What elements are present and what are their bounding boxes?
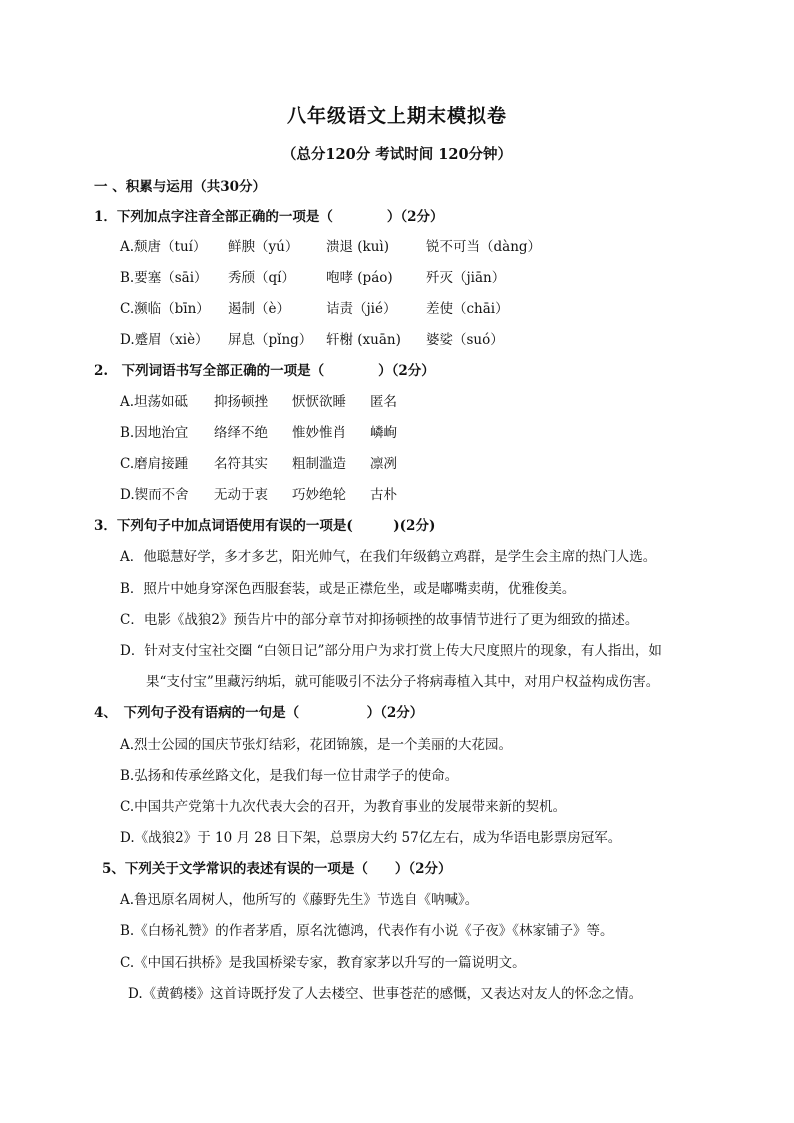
question-5-option-b: B.《白杨礼赞》的作者茅盾，原名沈德鸿，代表作有小说《子夜》《林家铺子》等。 [120,923,614,939]
q2-b-2: 络绎不绝 [214,425,268,441]
question-4-option-c: C.中国共产党第十九次代表大会的召开，为教育事业的发展带来新的契机。 [120,799,567,815]
question-3-option-a: A．他聪慧好学，多才多艺，阳光帅气，在我们年级鹤立鸡群，是学生会主席的热门人选。 [120,549,657,565]
q1-a-2: 鲜腴（yú） [228,239,299,255]
section-heading: 一 、积累与运用（共30分） [94,179,266,195]
q1-a-3: 溃退 (kuì) [326,239,390,255]
q2-a-4: 匿名 [370,394,397,410]
question-1-row-c [120,300,720,318]
question-3-option-d-line2: 果“支付宝”里藏污纳垢，就可能吸引不法分子将病毒植入其中，对用户权益构成伤害。 [146,674,660,690]
q2-c-3: 粗制滥造 [292,456,346,472]
question-4-option-a: A.烈士公园的国庆节张灯结彩，花团锦簇，是一个美丽的大花园。 [120,737,513,753]
q2-b-1: B.因地治宜 [120,425,189,441]
exam-subtitle: （总分120分 考试时间 120分钟） [281,146,513,163]
question-2-row-a [120,393,720,411]
q2-c-1: C.磨肩接踵 [120,456,189,472]
question-5-option-d: D.《黄鹤楼》这首诗既抒发了人去楼空、世事苍茫的感慨，又表达对友人的怀念之情。 [128,986,643,1002]
q2-d-2: 无动于衷 [214,487,268,503]
q1-a-4: 锐不可当（dàng） [426,239,542,255]
q1-b-1: B.要塞（sāi） [120,270,208,286]
q2-a-1: A.坦荡如砥 [120,394,189,410]
q2-d-4: 古朴 [370,487,397,503]
question-5-option-c: C.《中国石拱桥》是我国桥梁专家，教育家茅以升写的一篇说明文。 [120,955,526,971]
q1-d-4: 婆娑（suó） [426,332,504,348]
q2-c-2: 名符其实 [214,456,268,472]
q2-b-3: 惟妙惟肖 [292,425,346,441]
question-5-stem: 5、下列关于文学常识的表述有误的一项是（ ）（2分） [102,861,452,877]
q1-a-1: A.颓唐（tuí） [120,239,207,255]
q1-c-2: 遏制（è） [228,301,290,317]
q1-c-4: 差使（chāi） [426,301,509,317]
question-2-stem: 2. 下列词语书写全部正确的一项是（ ）（2分） [94,363,435,379]
question-2-row-b [120,424,720,442]
question-1-row-a [120,238,720,256]
q2-d-1: D.锲而不舍 [120,487,189,503]
question-4-option-b: B.弘扬和传承丝路文化，是我们每一位甘肃学子的使命。 [120,768,459,784]
q1-d-1: D.蹙眉（xiè） [120,332,209,348]
q1-c-1: C.濒临（bīn） [120,301,210,317]
question-3-option-b: B．照片中她身穿深色西服套装，或是正襟危坐，或是嘟嘴卖萌，优雅俊美。 [120,581,576,597]
question-3-option-c: C．电影《战狼2》预告片中的部分章节对抑扬顿挫的故事情节进行了更为细致的描述。 [120,612,639,628]
question-1-row-d [120,331,720,349]
q1-b-2: 秀颀（qí） [228,270,295,286]
question-5-option-a: A.鲁迅原名周树人，他所写的《藤野先生》节选自《呐喊》。 [120,892,479,908]
question-3-stem: 3．下列句子中加点词语使用有误的一项是( )(2分) [94,518,436,534]
question-2-row-d [120,486,720,504]
question-3-option-d-line1: D．针对支付宝社交圈 “白领日记”部分用户为求打赏上传大尺度照片的现象，有人指出，如 [120,643,662,659]
question-2-row-c [120,455,720,473]
exam-title: 八年级语文上期末模拟卷 [286,105,507,127]
q1-d-2: 屏息（pǐng） [228,332,313,348]
q2-d-3: 巧妙绝轮 [292,487,346,503]
q2-c-4: 凛冽 [370,456,397,472]
q2-b-4: 嶙峋 [370,425,397,441]
q1-d-3: 轩榭 (xuān) [326,332,401,348]
question-4-option-d: D.《战狼2》于 10 月 28 日下架，总票房大约 57亿左右，成为华语电影票房冠军。 [120,830,622,846]
question-4-stem: 4、 下列句子没有语病的一句是（ ）（2分） [94,705,424,721]
question-1-row-b [120,269,720,287]
q1-b-4: 歼灭（jiān） [426,270,506,286]
q1-b-3: 咆哮 (páo) [326,270,393,286]
question-1-stem: 1．下列加点字注音全部正确的一项是（ ）（2分） [94,209,444,225]
q1-c-3: 诘责（jié） [326,301,397,317]
q2-a-3: 恹恹欲睡 [292,394,346,410]
q2-a-2: 抑扬顿挫 [214,394,268,410]
